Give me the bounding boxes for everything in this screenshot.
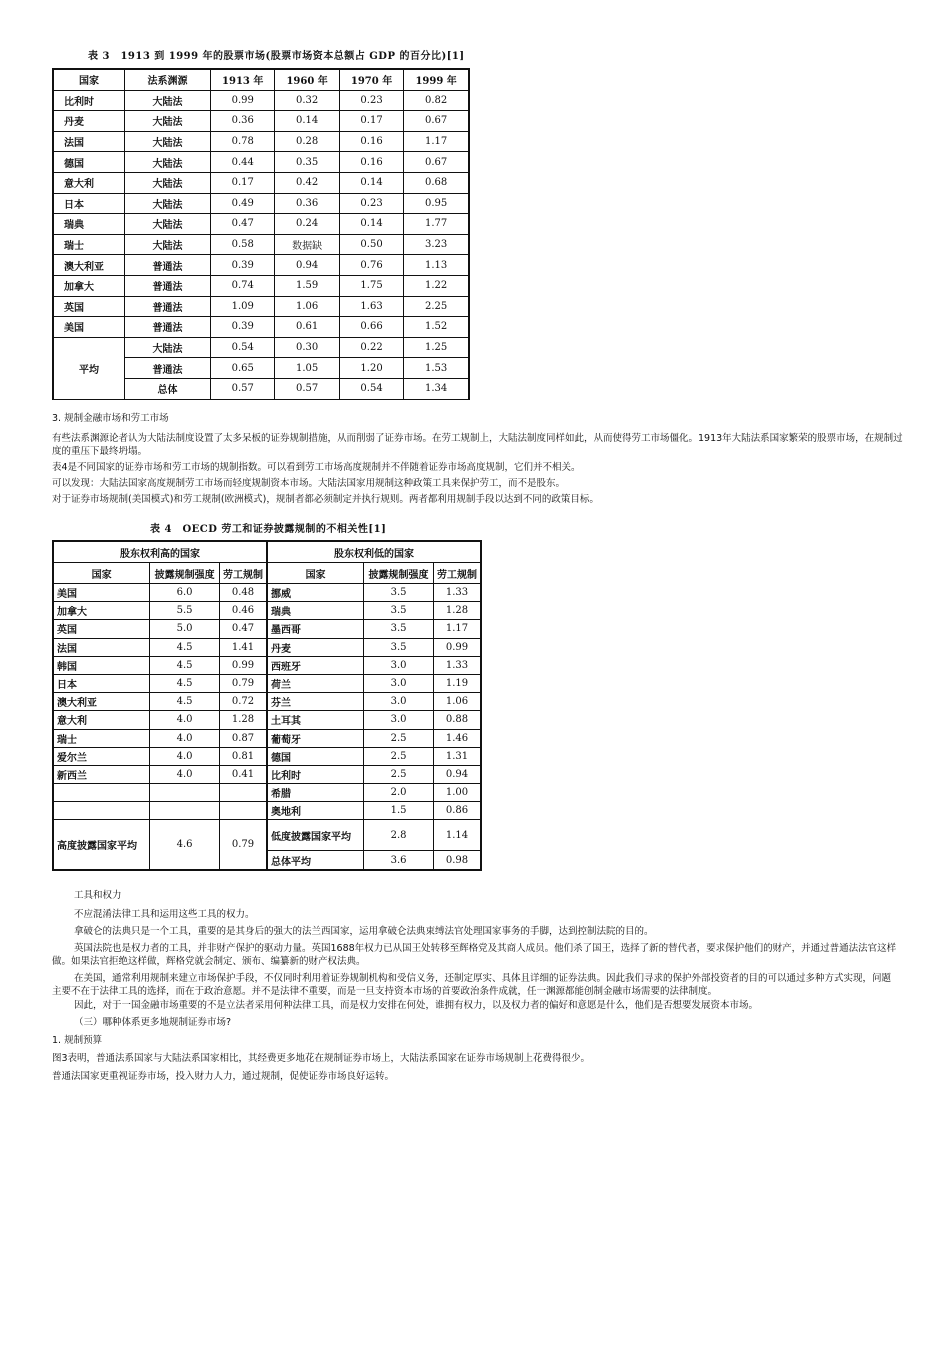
table4-cell: 3.0	[364, 674, 434, 692]
table4-avg-left-label: 高度披露国家平均	[53, 820, 150, 870]
table4-cell: 1.46	[433, 729, 481, 747]
table4-cell: 0.79	[219, 820, 266, 870]
table4-cell: 3.0	[364, 711, 434, 729]
table4-cell: 0.79	[219, 674, 266, 692]
table3-cell: 2.25	[404, 296, 469, 317]
table3-cell: 日本	[53, 193, 125, 214]
table3-header-cell: 1913 年	[211, 69, 275, 90]
table4-cell: 英国	[53, 620, 150, 638]
table3-cell: 0.22	[339, 337, 403, 358]
table3-cell: 普通法	[125, 275, 211, 296]
table4-cell: 0.99	[433, 638, 481, 656]
table3-cell: 澳大利亚	[53, 255, 125, 276]
table3-cell: 比利时	[53, 90, 125, 111]
table-row	[53, 620, 481, 638]
table3-cell: 1.13	[404, 255, 469, 276]
table3-header-row	[53, 69, 469, 90]
table4-total-label: 总体平均	[267, 851, 364, 870]
table4-cell: 意大利	[53, 711, 150, 729]
table4-cell: 德国	[267, 747, 364, 765]
table3-header-cell: 国家	[53, 69, 125, 90]
table4-cell: 4.0	[150, 765, 220, 783]
table3-cell: 0.76	[339, 255, 403, 276]
table3-cell: 0.32	[275, 90, 339, 111]
table4-cell: 5.5	[150, 602, 220, 620]
table4-header-row	[53, 563, 481, 584]
tools-paragraph: 不应混淆法律工具和运用这些工具的权力。	[74, 909, 255, 920]
table3-cell: 0.42	[275, 172, 339, 193]
table3-cell: 0.24	[275, 214, 339, 235]
table3-cell: 0.50	[339, 234, 403, 255]
table3-cell: 大陆法	[125, 172, 211, 193]
table3-cell: 0.54	[211, 337, 275, 358]
table-row	[53, 693, 481, 711]
table3-cell: 0.54	[339, 378, 403, 399]
table3-header-cell: 法系渊源	[125, 69, 211, 90]
table4-cell: 1.28	[433, 602, 481, 620]
table4-cell: 2.5	[364, 729, 434, 747]
tools-section	[52, 889, 900, 1083]
table3-cell: 意大利	[53, 172, 125, 193]
table4-group-left: 股东权利高的国家	[53, 541, 267, 563]
table3-cell: 大陆法	[125, 214, 211, 235]
table4-avg-right-label: 低度披露国家平均	[267, 820, 364, 851]
table-row	[53, 674, 481, 692]
table3-cell: 0.36	[211, 111, 275, 132]
table3-cell: 1.17	[404, 131, 469, 152]
table4-cell: 0.72	[219, 693, 266, 711]
table3	[52, 68, 470, 400]
table4-cell: 2.5	[364, 747, 434, 765]
table3-cell: 1.75	[339, 275, 403, 296]
table4-cell: 瑞士	[53, 729, 150, 747]
table3-cell: 1.25	[404, 337, 469, 358]
table3-cell: 0.68	[404, 172, 469, 193]
table3-cell: 英国	[53, 296, 125, 317]
table4-cell: 0.94	[433, 765, 481, 783]
table3-cell: 0.14	[275, 111, 339, 132]
table-row	[53, 337, 469, 358]
table3-cell: 1.59	[275, 275, 339, 296]
section3-paragraph: 可以发现：大陆法国家高度规制劳工市场而轻度规制资本市场。大陆法国家用规制这种政策工具来保护劳工，而不是股东。	[52, 478, 566, 489]
table4-cell: 0.46	[219, 602, 266, 620]
table4-cell	[219, 802, 266, 820]
table3-cell: 3.23	[404, 234, 469, 255]
table3-cell: 1.34	[404, 378, 469, 399]
table4-cell: 6.0	[150, 584, 220, 602]
table4-cell: 奥地利	[267, 802, 364, 820]
table4-cell: 日本	[53, 674, 150, 692]
table4-cell: 1.28	[219, 711, 266, 729]
table-row	[53, 602, 481, 620]
table4-cell: 丹麦	[267, 638, 364, 656]
table3-cell: 0.39	[211, 255, 275, 276]
table-row	[53, 729, 481, 747]
table3-cell: 数据缺	[275, 234, 339, 255]
table3-cell: 1.22	[404, 275, 469, 296]
table4-average-row	[53, 820, 481, 851]
table4-header-cell: 劳工规制	[219, 563, 266, 584]
table3-cell: 0.57	[275, 378, 339, 399]
table-row	[53, 296, 469, 317]
table3-cell: 0.17	[211, 172, 275, 193]
table4-cell: 0.48	[219, 584, 266, 602]
table3-cell: 美国	[53, 317, 125, 338]
table3-cell: 总体	[125, 378, 211, 399]
section-heading: （三）哪种体系更多地规制证券市场?	[74, 1017, 232, 1028]
section3-text	[52, 412, 912, 506]
table4-cell: 2.0	[364, 784, 434, 802]
table3-cell: 大陆法	[125, 337, 211, 358]
table4-cell: 2.8	[364, 820, 434, 851]
table3-cell: 0.35	[275, 152, 339, 173]
table3-cell: 0.17	[339, 111, 403, 132]
table4-cell	[53, 802, 150, 820]
table3-cell: 丹麦	[53, 111, 125, 132]
table-row	[53, 584, 481, 602]
table-row	[53, 234, 469, 255]
table-row	[53, 214, 469, 235]
table-row	[53, 802, 481, 820]
table3-cell: 0.65	[211, 358, 275, 379]
table4-cell: 1.33	[433, 584, 481, 602]
table-row	[53, 255, 469, 276]
table4-cell: 5.0	[150, 620, 220, 638]
table3-cell: 大陆法	[125, 234, 211, 255]
table3-average-label: 平均	[53, 337, 125, 399]
table4-cell: 3.5	[364, 620, 434, 638]
table3-cell: 大陆法	[125, 131, 211, 152]
table3-cell: 0.16	[339, 131, 403, 152]
table4-cell: 4.5	[150, 674, 220, 692]
table3-cell: 0.74	[211, 275, 275, 296]
table4-cell: 0.41	[219, 765, 266, 783]
table4-cell: 比利时	[267, 765, 364, 783]
table3-cell: 0.61	[275, 317, 339, 338]
table-row	[53, 275, 469, 296]
table4-cell: 4.0	[150, 729, 220, 747]
table-row	[53, 784, 481, 802]
subsection-heading: 1. 规制预算	[52, 1035, 103, 1046]
table-row	[53, 193, 469, 214]
table4-cell: 0.81	[219, 747, 266, 765]
table3-cell: 普通法	[125, 255, 211, 276]
table3-cell: 0.57	[211, 378, 275, 399]
table4-header-cell: 国家	[53, 563, 150, 584]
table3-cell: 0.49	[211, 193, 275, 214]
table4-cell: 0.99	[219, 656, 266, 674]
table4-cell: 0.87	[219, 729, 266, 747]
table4-cell: 1.33	[433, 656, 481, 674]
table4-cell: 1.19	[433, 674, 481, 692]
table3-cell: 0.99	[211, 90, 275, 111]
table3-cell: 0.14	[339, 172, 403, 193]
table4-cell: 瑞典	[267, 602, 364, 620]
table4-cell: 希腊	[267, 784, 364, 802]
table4-cell: 西班牙	[267, 656, 364, 674]
table4-cell: 1.06	[433, 693, 481, 711]
table4-cell: 2.5	[364, 765, 434, 783]
table3-cell: 大陆法	[125, 152, 211, 173]
table4-cell: 4.6	[150, 820, 220, 870]
table4-cell: 0.98	[433, 851, 481, 870]
table4-cell: 荷兰	[267, 674, 364, 692]
table3-cell: 0.14	[339, 214, 403, 235]
table4-group-right: 股东权利低的国家	[267, 541, 481, 563]
table3-cell: 1.53	[404, 358, 469, 379]
table3-cell: 0.78	[211, 131, 275, 152]
table4-cell: 4.0	[150, 747, 220, 765]
table4-header-cell: 劳工规制	[433, 563, 481, 584]
table4-cell: 加拿大	[53, 602, 150, 620]
tools-paragraph: 图3表明，普通法系国家与大陆法系国家相比，其经费更多地花在规制证券市场上，大陆法系国家在证券市场规制上花费得很少。	[52, 1053, 591, 1064]
table4-cell: 0.88	[433, 711, 481, 729]
table4-cell: 爱尔兰	[53, 747, 150, 765]
table4-caption: 表 4 OECD 劳工和证券披露规制的不相关性[1]	[150, 524, 387, 535]
table3-cell: 0.39	[211, 317, 275, 338]
table4-cell: 0.47	[219, 620, 266, 638]
table4-cell: 1.5	[364, 802, 434, 820]
section3-paragraph: 有些法系渊源论者认为大陆法制度设置了太多呆板的证券规制措施，从而削弱了证券市场。在劳工规制上，大陆法制度同样如此，从而使得劳工市场僵化。1913年大陆法系国家繁荣的股票市场，在规制过度的重压下最终坍塌。	[52, 433, 903, 457]
table3-cell: 瑞士	[53, 234, 125, 255]
section3-heading: 3. 规制金融市场和劳工市场	[52, 413, 169, 424]
table4-cell: 墨西哥	[267, 620, 364, 638]
table4-cell: 1.14	[433, 820, 481, 851]
tools-paragraph: 因此，对于一国金融市场重要的不是立法者采用何种法律工具，而是权力安排在何处，谁拥有权力，以及权力者的偏好和意愿是什么，他们是否想要发展资本市场。	[74, 1000, 759, 1011]
table3-cell: 1.05	[275, 358, 339, 379]
table3-cell: 0.36	[275, 193, 339, 214]
table3-cell: 0.44	[211, 152, 275, 173]
table3-cell: 0.23	[339, 193, 403, 214]
table3-header-cell: 1970 年	[339, 69, 403, 90]
table3-cell: 大陆法	[125, 90, 211, 111]
table4-cell: 4.5	[150, 693, 220, 711]
table-row	[53, 747, 481, 765]
table3-cell: 0.66	[339, 317, 403, 338]
table4-cell: 3.0	[364, 656, 434, 674]
table4-cell: 1.00	[433, 784, 481, 802]
table4-cell	[150, 802, 220, 820]
table3-cell: 普通法	[125, 358, 211, 379]
tools-paragraph: 在美国，通常利用规制来建立市场保护手段，不仅同时利用着证券规制机构和受信义务，还制定厚实、具体且详细的证券法典。因此我们寻求的保护外部投资者的目的可以通过多种方式实现，问题主要不在于法律工具的选择，而在于政治意愿。并不是法律不重要，而是一旦支持资本市场的首要政治条件成就，任一渊源都能创制金融市场需要的法律制度。	[52, 973, 892, 997]
table4-cell: 法国	[53, 638, 150, 656]
table3-cell: 1.77	[404, 214, 469, 235]
table3-cell: 1.09	[211, 296, 275, 317]
table3-cell: 1.06	[275, 296, 339, 317]
table4-cell: 澳大利亚	[53, 693, 150, 711]
table4-cell: 3.6	[364, 851, 434, 870]
table4-cell: 3.5	[364, 638, 434, 656]
table4-cell	[53, 784, 150, 802]
table3-cell: 0.95	[404, 193, 469, 214]
table3-cell: 0.28	[275, 131, 339, 152]
table3-cell: 德国	[53, 152, 125, 173]
table4-cell: 1.31	[433, 747, 481, 765]
table4-group-row	[53, 541, 481, 563]
table3-cell: 0.30	[275, 337, 339, 358]
table-row	[53, 317, 469, 338]
tools-paragraph: 普通法国家更重视证券市场，投入财力人力，通过规制，促使证券市场良好运转。	[52, 1071, 395, 1082]
table4-cell: 0.86	[433, 802, 481, 820]
table3-cell: 大陆法	[125, 111, 211, 132]
table3-cell: 加拿大	[53, 275, 125, 296]
table4-cell: 土耳其	[267, 711, 364, 729]
table4-cell: 4.0	[150, 711, 220, 729]
table4-cell: 芬兰	[267, 693, 364, 711]
table3-cell: 0.67	[404, 152, 469, 173]
table4-header-cell: 国家	[267, 563, 364, 584]
table3-cell: 0.23	[339, 90, 403, 111]
table-row	[53, 90, 469, 111]
table3-cell: 瑞典	[53, 214, 125, 235]
table3-cell: 1.63	[339, 296, 403, 317]
tools-paragraph: 英国法院也是权力者的工具，并非财产保护的驱动力量。英国1688年权力已从国王处转移至辉格党及其商人成员。他们杀了国王，选择了新的替代者，要求保护他们的财产，并通过普通法法官这样做。如果法官拒绝这样做，辉格党就会制定、颁布、编纂新的财产权法典。	[52, 943, 897, 967]
table3-cell: 0.94	[275, 255, 339, 276]
table-row	[53, 131, 469, 152]
section3-paragraph: 对于证券市场规制(美国模式)和劳工规制(欧洲模式)，规制者都必须制定并执行规则。两者都利用规制手段以达到不同的政策目标。	[52, 494, 599, 505]
table3-cell: 0.47	[211, 214, 275, 235]
table4-cell: 新西兰	[53, 765, 150, 783]
table4	[52, 540, 482, 871]
section3-paragraph: 表4是不同国家的证券市场和劳工市场的规制指数。可以看到劳工市场高度规制并不伴随着证券市场高度规制，它们并不相关。	[52, 462, 581, 473]
table4-cell: 葡萄牙	[267, 729, 364, 747]
table4-cell: 3.0	[364, 693, 434, 711]
tools-paragraph: 拿破仑的法典只是一个工具，重要的是其身后的强大的法兰西国家，运用拿破仑法典束缚法官处理国家事务的手脚，达到控制法院的目的。	[74, 926, 654, 937]
tools-heading: 工具和权力	[74, 890, 122, 901]
table3-cell: 0.58	[211, 234, 275, 255]
table3-cell: 0.82	[404, 90, 469, 111]
table3-cell: 0.67	[404, 111, 469, 132]
table4-header-cell: 披露规制强度	[364, 563, 434, 584]
table-row	[53, 765, 481, 783]
table3-cell: 普通法	[125, 317, 211, 338]
table3-cell: 1.52	[404, 317, 469, 338]
table3-cell: 大陆法	[125, 193, 211, 214]
table4-cell: 3.5	[364, 602, 434, 620]
table4-cell: 1.41	[219, 638, 266, 656]
table4-cell: 美国	[53, 584, 150, 602]
table3-header-cell: 1960 年	[275, 69, 339, 90]
table4-cell: 3.5	[364, 584, 434, 602]
table4-cell: 韩国	[53, 656, 150, 674]
table-row	[53, 638, 481, 656]
table4-cell	[219, 784, 266, 802]
table3-caption: 表 3 1913 到 1999 年的股票市场(股票市场资本总额占 GDP 的百分比)[1]	[88, 51, 465, 62]
table3-cell: 1.20	[339, 358, 403, 379]
table3-cell: 普通法	[125, 296, 211, 317]
table4-cell: 挪威	[267, 584, 364, 602]
table4-header-cell: 披露规制强度	[150, 563, 220, 584]
table3-header-cell: 1999 年	[404, 69, 469, 90]
table-row	[53, 656, 481, 674]
table-row	[53, 172, 469, 193]
table3-cell: 法国	[53, 131, 125, 152]
table4-cell: 1.17	[433, 620, 481, 638]
table-row	[53, 711, 481, 729]
table3-cell: 0.16	[339, 152, 403, 173]
table4-cell	[150, 784, 220, 802]
table4-cell: 4.5	[150, 656, 220, 674]
table4-cell: 4.5	[150, 638, 220, 656]
table-row	[53, 111, 469, 132]
table-row	[53, 152, 469, 173]
